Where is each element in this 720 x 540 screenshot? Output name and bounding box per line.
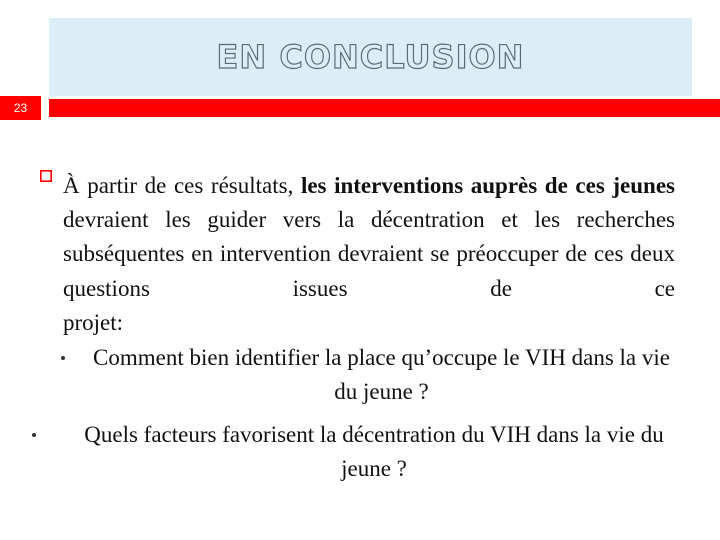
- main-bullet-intro: À partir de ces résultats,: [63, 173, 301, 198]
- slide-title: EN CONCLUSION: [216, 38, 525, 76]
- main-bullet-end: projet:: [63, 309, 124, 335]
- sub-bullet-2: Quels facteurs favorisent la décentration du VIH dans la vie du jeune ?: [84, 422, 664, 482]
- sub-bullet-dot-icon: [61, 356, 65, 360]
- main-bullet-text: [63, 169, 675, 340]
- square-outline-bullet-icon: [40, 170, 52, 182]
- sub-bullet-1: Comment bien identifier la place qu’occupe le VIH dans la vie du jeune ?: [93, 345, 670, 405]
- sub-bullet-dot-icon: [32, 433, 36, 437]
- slide-number: 23: [0, 96, 41, 120]
- main-bullet-body: devraient les guider vers la décentration et les recherches subséquentes en intervention devraient se préoccuper de ces deux questions issues de ce: [63, 207, 675, 301]
- main-bullet-emphasis: les interventions auprès de ces jeunes: [300, 173, 675, 198]
